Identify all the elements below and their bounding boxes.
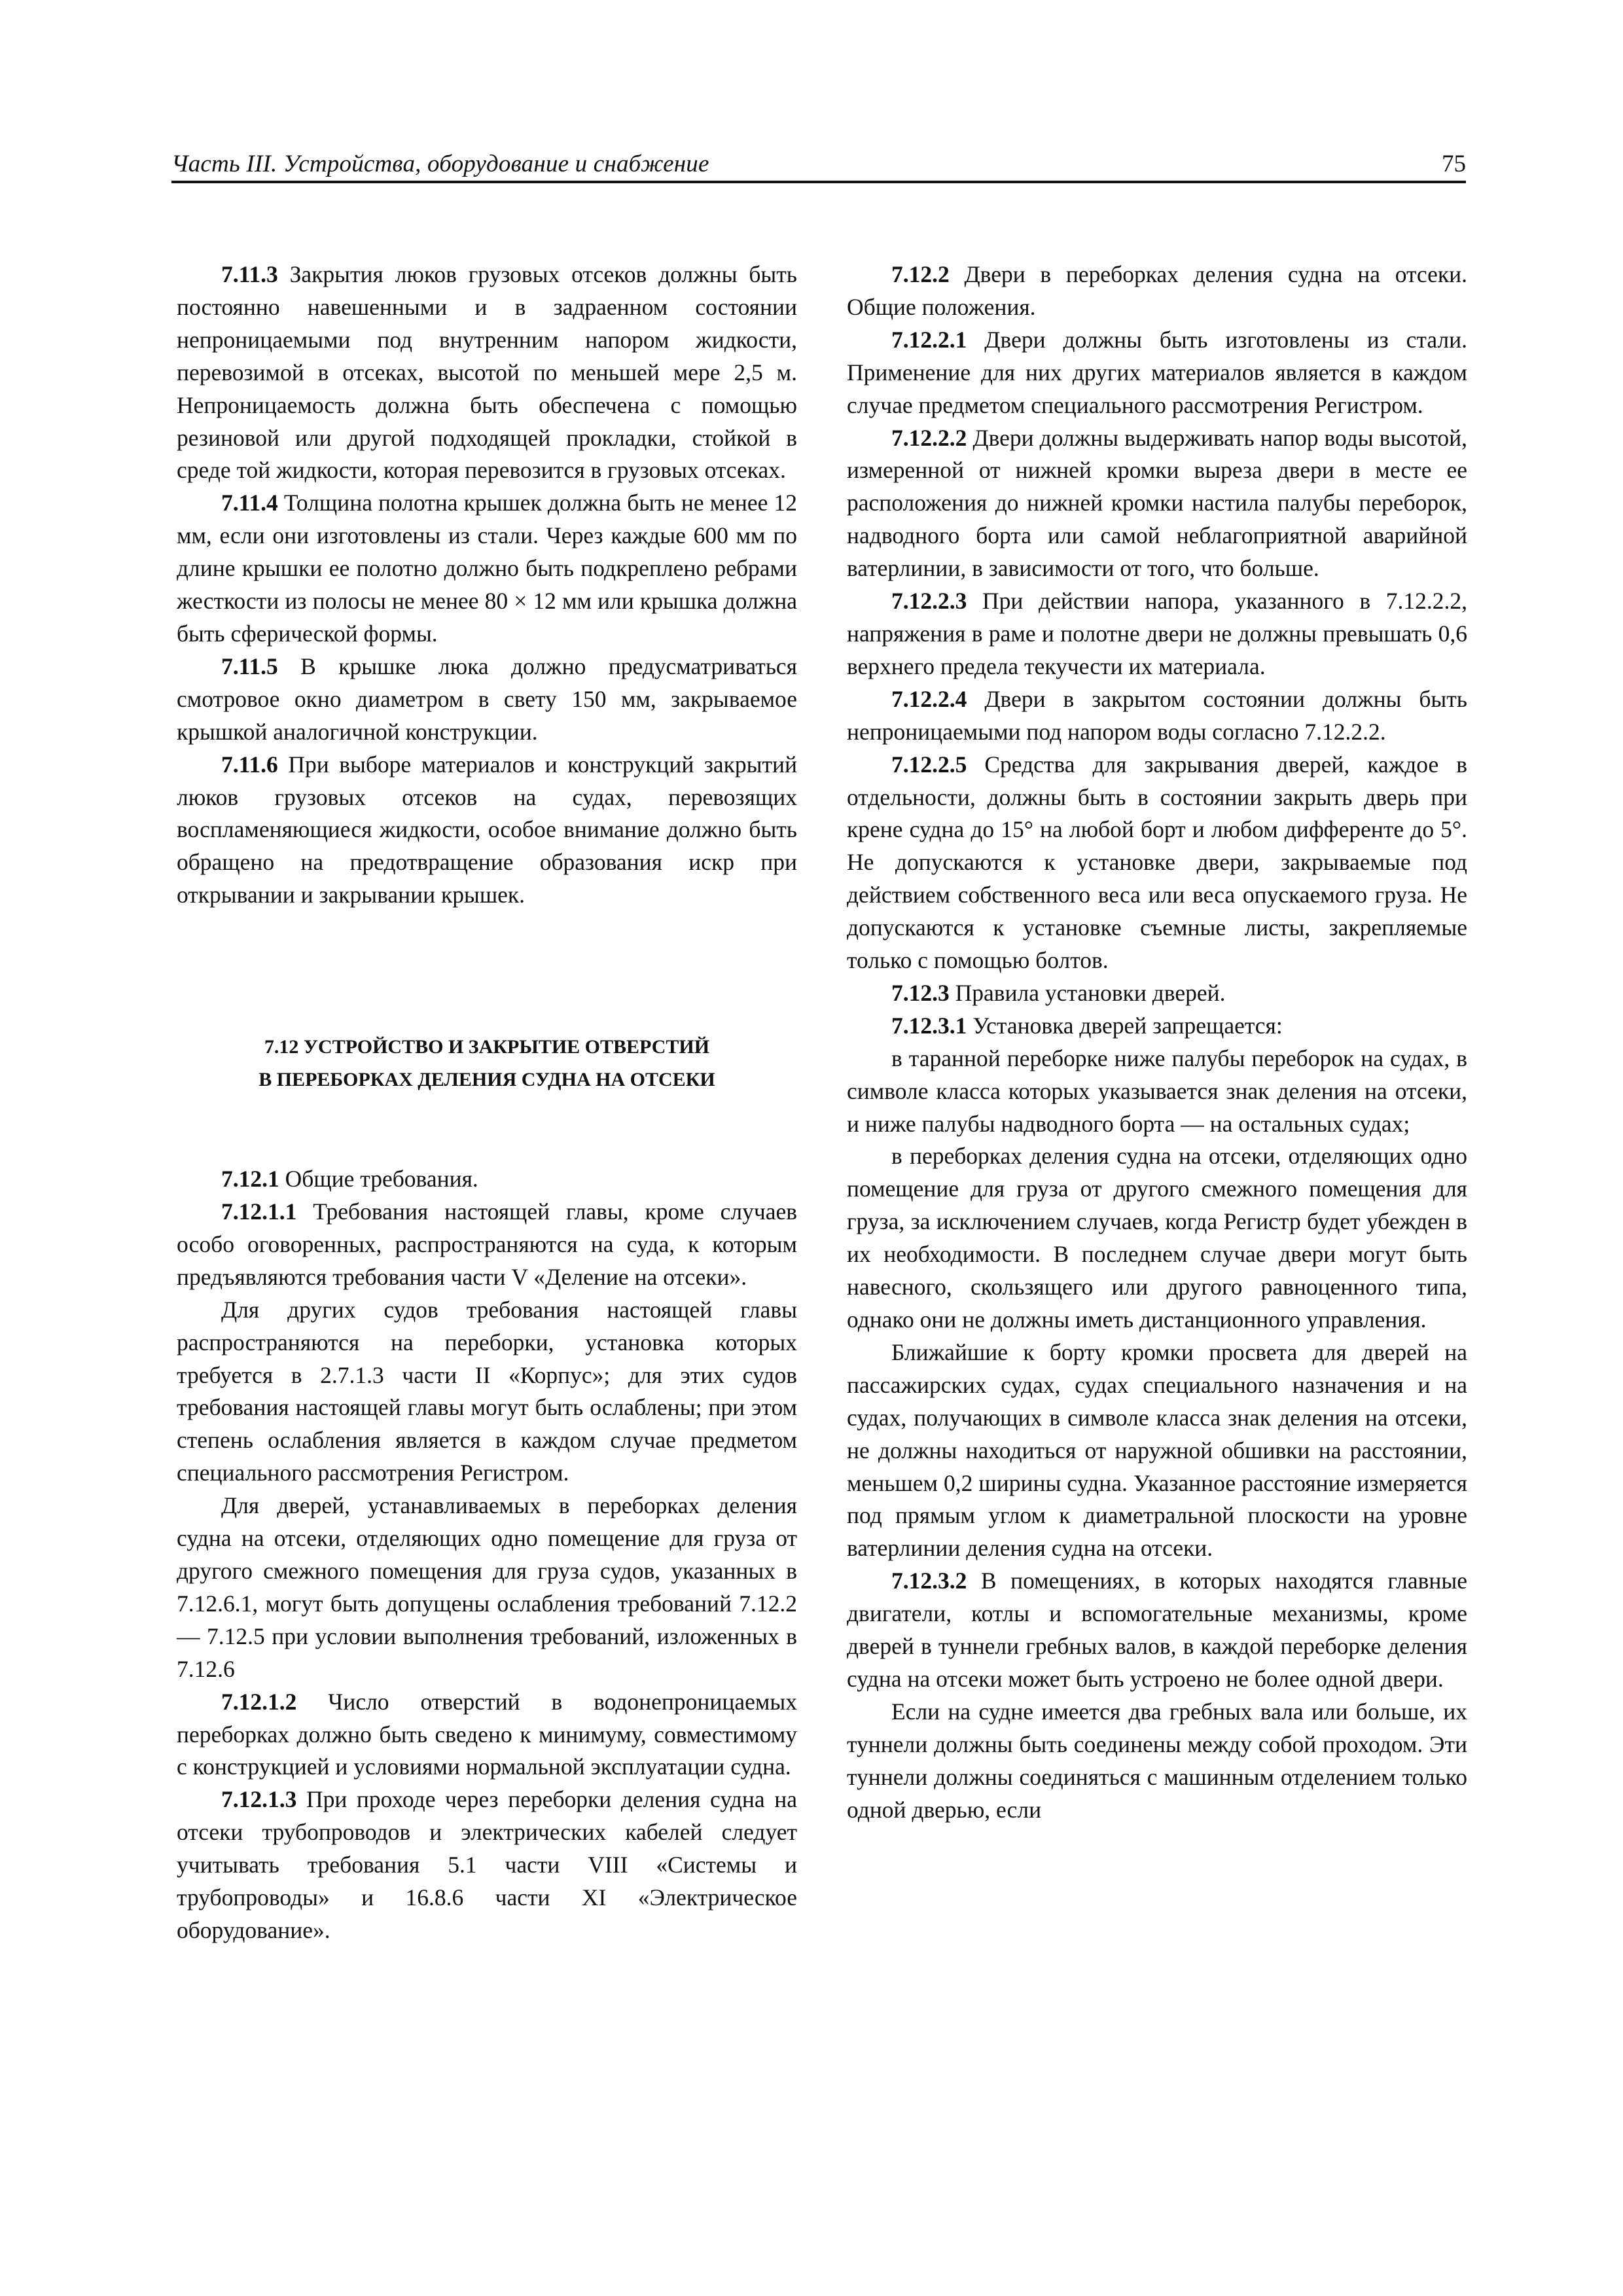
- paragraph-door-edges: Ближайшие к борту кромки просвета для дверей на пассажирских судах, судах специального назначения и на судах, получающих в символе класса знак деления на отсеки, не должны находиться от наружной обшивки на расстоянии, меньшем 0,2 ширины судна. Указанное расстояние измеряется под прямым углом к диаметральной плоскости на уровне ватерлинии деления судна на отсеки.: [847, 1338, 1467, 1562]
- clause-number: 7.11.4: [221, 490, 278, 516]
- paragraph-text: В крышке люка должно предусматриваться смотровое окно диаметром в свету 150 мм, закрываемое крышкой аналогичной конструкции.: [177, 653, 797, 745]
- paragraph-7-12-2-5: [847, 749, 1467, 977]
- paragraph-text: В помещениях, в которых находятся главные двигатели, котлы и вспомогательные механизмы, кроме дверей в туннели гребных валов, в каждой переборке деления судна на отсеки может быть устроено не более одной двери.: [847, 1568, 1467, 1692]
- paragraph-text: Двери в переборках деления судна на отсеки. Общие положения.: [847, 261, 1467, 320]
- section-heading-line-1: 7.12 УСТРОЙСТВО И ЗАКРЫТИЕ ОТВЕРСТИЙ: [264, 1036, 710, 1058]
- paragraph-7-12-2-1: [847, 324, 1467, 422]
- paragraph-7-12-2-4: [847, 683, 1467, 749]
- clause-number: 7.12.2.3: [891, 588, 967, 615]
- page-number: 75: [1442, 151, 1466, 177]
- paragraph-text: При выборе материалов и конструкций закрытий люков грузовых отсеков на судах, перевозящих воспламеняющиеся жидкости, особое внимание должно быть обращено на предотвращение образования искр при открывании и закрывании крышек.: [177, 751, 797, 908]
- paragraph-text: Закрытия люков грузовых отсеков должны быть постоянно навешенными и в задраенном состоянии непроницаемыми под внутренним напором жидкости, перевозимой в отсеках, высотой по меньшей мере 2,5 м. Непроницаемость должна быть обеспечена с помощью резиновой или другой подходящей прокладки, стойкой в среде той жидкости, которая перевозится в грузовых отсеках.: [177, 261, 797, 484]
- paragraph-other-ships: Для других судов требования настоящей главы распространяются на переборки, установка которых требуется в 2.7.1.3 части II «Корпус»; для этих судов требования настоящей главы могут быть ослаблены; при этом степень ослабления является в каждом случае предметом специального рассмотрения Регистром.: [177, 1296, 797, 1486]
- paragraph-text: Общие требования.: [279, 1166, 478, 1193]
- paragraph-7-12-2-2: [847, 422, 1467, 586]
- paragraph-7-12-3: [847, 977, 1467, 1010]
- left-column: [177, 259, 797, 1947]
- paragraph-text: Двери должны быть изготовлены из стали. Применение для них других материалов является в каждом случае предметом специального рассмотрения Регистром.: [847, 326, 1467, 418]
- clause-number: 7.12.3.2: [891, 1568, 967, 1594]
- paragraph-collision-bulkhead: в таранной переборке ниже палубы переборок на судах, в символе класса которых указывается знак деления на отсеки, и ниже палубы надводного борта — на остальных судах;: [847, 1045, 1467, 1137]
- right-column: [847, 259, 1467, 1827]
- paragraph-7-12-3-1: [847, 1010, 1467, 1043]
- paragraph-text: Установка дверей запрещается:: [967, 1012, 1283, 1039]
- clause-number: 7.12.2.2: [891, 424, 967, 451]
- paragraph-7-11-4: [177, 487, 797, 651]
- clause-number: 7.12.3: [891, 979, 950, 1006]
- paragraph-7-11-6: [177, 749, 797, 912]
- spacer: [177, 1096, 797, 1163]
- paragraph-text: Двери должны выдерживать напор воды высотой, измеренной от нижней кромки выреза двери в месте ее расположения до нижней кромки настила палубы переборок, надводного борта или самой неблагоприятной аварийной ватерлинии, в зависимости от того, что больше.: [847, 424, 1467, 582]
- paragraph-text: При действии напора, указанного в 7.12.2.2, напряжения в раме и полотне двери не должны превышать 0,6 верхнего предела текучести их материала.: [847, 588, 1467, 679]
- paragraph-7-11-3: [177, 259, 797, 487]
- clause-number: 7.12.2.1: [891, 326, 967, 353]
- paragraph-7-12-1: [177, 1163, 797, 1196]
- clause-number: 7.11.3: [221, 261, 278, 287]
- paragraph-text: При проходе через переборки деления судна на отсеки трубопроводов и электрических кабелей следует учитывать требования 5.1 части VIII «Системы и трубопроводы» и 16.8.6 части XI «Электрическое оборудование».: [177, 1786, 797, 1943]
- clause-number: 7.12.1.3: [221, 1786, 297, 1813]
- paragraph-cargo-doors: Для дверей, устанавливаемых в переборках деления судна на отсеки, отделяющих одно помещение для груза от другого смежного помещения для груза судов, указанных в 7.12.6.1, могут быть допущены ослабления требований 7.12.2 — 7.12.5 при условии выполнения требований, изложенных в 7.12.6: [177, 1492, 797, 1682]
- paragraph-7-12-2-3: [847, 585, 1467, 683]
- clause-number: 7.11.5: [221, 653, 278, 679]
- paragraph-7-12-1-3: [177, 1784, 797, 1947]
- paragraph-text: Средства для закрывания дверей, каждое в отдельности, должны быть в состоянии закрыть дверь при крене судна до 15° на любой борт и любом дифференте до 5°. Не допускаются к установке двери, закрываемые под действием собственного веса или веса опускаемого груза. Не допускаются к установке съемные листы, закрепляемые только с помощью болтов.: [847, 751, 1467, 974]
- paragraph-7-12-3-2: [847, 1565, 1467, 1696]
- paragraph-7-11-5: [177, 651, 797, 749]
- running-header-title: Часть III. Устройства, оборудование и снабжение: [171, 151, 709, 177]
- clause-number: 7.12.2.5: [891, 751, 967, 778]
- clause-number: 7.12.3.1: [891, 1012, 967, 1039]
- paragraph-cargo-bulkheads: в переборках деления судна на отсеки, отделяющих одно помещение для груза от другого смежного помещения для груза, за исключением случаев, когда Регистр будет убежден в их необходимости. В последнем случае двери могут быть навесного, скользящего или другого равноценного типа, однако они не должны иметь дистанционного управления.: [847, 1143, 1467, 1333]
- section-heading-7-12: [177, 1031, 797, 1096]
- paragraph-text: Двери в закрытом состоянии должны быть непроницаемыми под напором воды согласно 7.12.2.2.: [847, 685, 1467, 745]
- paragraph-text: Число отверстий в водонепроницаемых переборках должно быть сведено к минимуму, совместимому с конструкцией и условиями нормальной эксплуатации судна.: [177, 1688, 797, 1780]
- paragraph-shaft-tunnels: Если на судне имеется два гребных вала или больше, их туннели должны быть соединены между собой проходом. Эти туннели должны соединяться с машинным отделением только одной дверью, если: [847, 1698, 1467, 1823]
- clause-number: 7.12.2: [891, 261, 950, 287]
- paragraph-7-12-1-1: [177, 1196, 797, 1294]
- clause-number: 7.12.1: [221, 1166, 279, 1193]
- page-header: [171, 145, 1466, 183]
- clause-number: 7.12.1.1: [221, 1198, 297, 1225]
- spacer: [177, 912, 797, 1031]
- clause-number: 7.12.2.4: [891, 685, 967, 712]
- paragraph-7-12-1-2: [177, 1686, 797, 1784]
- paragraph-7-12-2: [847, 259, 1467, 324]
- clause-number: 7.12.1.2: [221, 1688, 297, 1715]
- paragraph-text: Толщина полотна крышек должна быть не менее 12 мм, если они изготовлены из стали. Через каждые 600 мм по длине крышки ее полотно должно быть подкреплено ребрами жесткости из полосы не менее 80 × 12 мм или крышка должна быть сферической формы.: [177, 490, 797, 647]
- clause-number: 7.11.6: [221, 751, 278, 778]
- paragraph-text: Требования настоящей главы, кроме случаев особо оговоренных, распространяются на суда, к которым предъявляются требования части V «Деление на отсеки».: [177, 1198, 797, 1290]
- section-heading-line-2: В ПЕРЕБОРКАХ ДЕЛЕНИЯ СУДНА НА ОТСЕКИ: [259, 1069, 715, 1091]
- paragraph-text: Правила установки дверей.: [949, 979, 1226, 1006]
